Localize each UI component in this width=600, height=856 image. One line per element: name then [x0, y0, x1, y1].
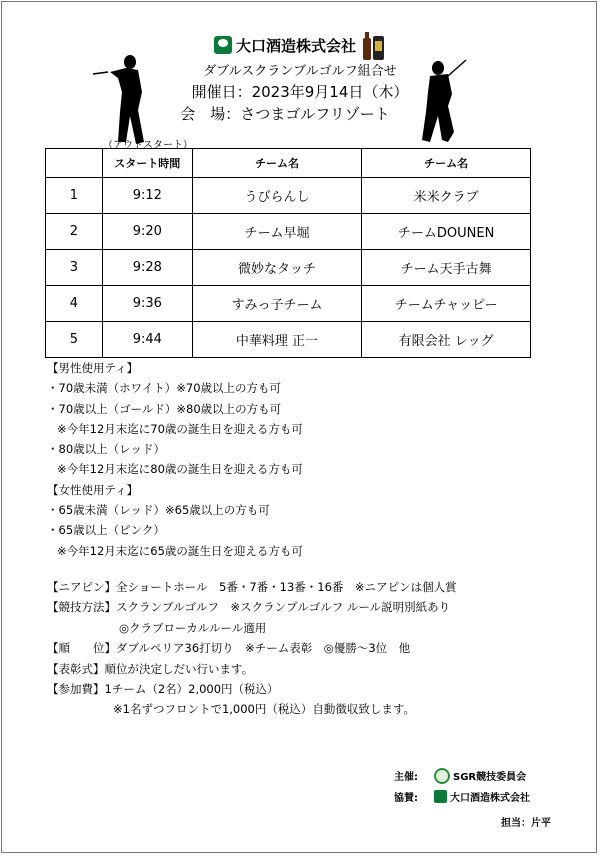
- row-number: 2: [46, 214, 103, 250]
- sgr-logo-icon: [434, 768, 450, 784]
- team-name: 中華料理 正一: [192, 322, 362, 358]
- women-tee-rule: ・65歳以上（ピンク）: [47, 523, 165, 538]
- start-time: 9:44: [102, 322, 192, 358]
- women-tee-heading: 【女性使用ティ】: [47, 482, 139, 497]
- table-row: [46, 178, 531, 214]
- header: [0, 34, 600, 124]
- company-name: 大口酒造株式会社: [235, 36, 356, 55]
- event-venue: 会 場：さつまゴルフリゾート: [180, 105, 390, 123]
- sponsor-row: [394, 786, 530, 807]
- team-name: うびらんし: [192, 178, 362, 214]
- team-name: 微妙なタッチ: [192, 250, 362, 286]
- table-row: [46, 250, 531, 286]
- men-tee-rule: ・70歳未満（ホワイト）※70歳以上の方も可: [47, 381, 282, 396]
- pairings-table: [45, 148, 531, 358]
- row-number: 5: [46, 322, 103, 358]
- men-tee-note: ※今年12月末迄に80歳の誕生日を迎える方も可: [57, 462, 303, 477]
- nearpin-info: 【ニアピン】全ショートホール 5番・7番・13番・16番 ※ニアピンは個人賞: [47, 580, 457, 594]
- sponsor-logo-icon: [434, 790, 447, 803]
- manager-name: 担当：片平: [501, 818, 551, 829]
- company-line: [0, 34, 600, 56]
- table-row: [46, 322, 531, 358]
- host-row: [394, 765, 530, 786]
- method-info: 【競技方法】スクランブルゴルフ ※スクランブルゴルフ ルール説明別紙あり: [47, 600, 451, 615]
- team-name: チーム早堀: [192, 214, 362, 250]
- fee-info: 【参加費】1チーム（2名）2,000円（税込）: [47, 682, 279, 697]
- sponsor-name: 大口酒造株式会社: [450, 793, 530, 804]
- start-time: 9:12: [102, 178, 192, 214]
- women-tee-note: ※今年12月末迄に65歳の誕生日を迎える方も可: [57, 543, 303, 558]
- host-label: 主催:: [394, 772, 418, 783]
- start-time: 9:28: [102, 250, 192, 286]
- out-start-label: （アウトスタート）: [103, 140, 193, 151]
- credits: [394, 765, 530, 807]
- team-name: 有限会社 レッグ: [362, 322, 531, 358]
- team-name: チーム天手古舞: [362, 250, 531, 286]
- row-number: 4: [46, 286, 103, 322]
- column-header-time: スタート時間: [102, 149, 192, 178]
- company-logo-icon: [214, 36, 232, 54]
- men-tee-heading: 【男性使用ティ】: [47, 361, 139, 375]
- team-name: 米米クラブ: [362, 178, 531, 214]
- sponsor-label: 協賛:: [394, 793, 418, 804]
- method-note: ◎クラブローカルルール適用: [119, 620, 267, 635]
- table-row: [46, 286, 531, 322]
- host-name: SGR競技委員会: [453, 772, 527, 783]
- team-name: チームDOUNEN: [362, 214, 531, 250]
- start-time: 9:20: [102, 214, 192, 250]
- men-tee-rule: ・80歳以上（レッド）: [47, 442, 166, 457]
- row-number: 3: [46, 250, 103, 286]
- row-number: 1: [46, 178, 103, 214]
- tee-rules: [47, 358, 303, 561]
- column-header-no: [46, 149, 103, 178]
- table-row: [46, 214, 531, 250]
- women-tee-rule: ・65歳未満（レッド）※65歳以上の方も可: [47, 503, 270, 518]
- ranking-info: 【順 位】ダブルペリア36打切り ※チーム表彰 ◎優勝～3位 他: [47, 641, 411, 656]
- column-header-team-a: チーム名: [192, 149, 362, 178]
- men-tee-rule: ・70歳以上（ゴールド）※80歳以上の方も可: [47, 401, 282, 416]
- team-name: すみっ子チーム: [192, 286, 362, 322]
- sake-bottle-icon: [360, 30, 386, 60]
- table-header-row: [46, 149, 531, 178]
- event-title: ダブルスクランブルゴルフ組合せ: [203, 64, 397, 79]
- team-name: チームチャッピー: [362, 286, 531, 322]
- start-time: 9:36: [102, 286, 192, 322]
- event-info: [47, 577, 457, 720]
- column-header-team-b: チーム名: [362, 149, 531, 178]
- fee-note: ※1名ずつフロントで1,000円（税込）自動徴収致します。: [113, 702, 415, 717]
- ceremony-info: 【表彰式】順位が決定しだい行います。: [47, 661, 254, 676]
- event-date: 開催日：2023年9月14日（木）: [191, 83, 409, 101]
- men-tee-note: ※今年12月末迄に70歳の誕生日を迎える方も可: [57, 421, 303, 436]
